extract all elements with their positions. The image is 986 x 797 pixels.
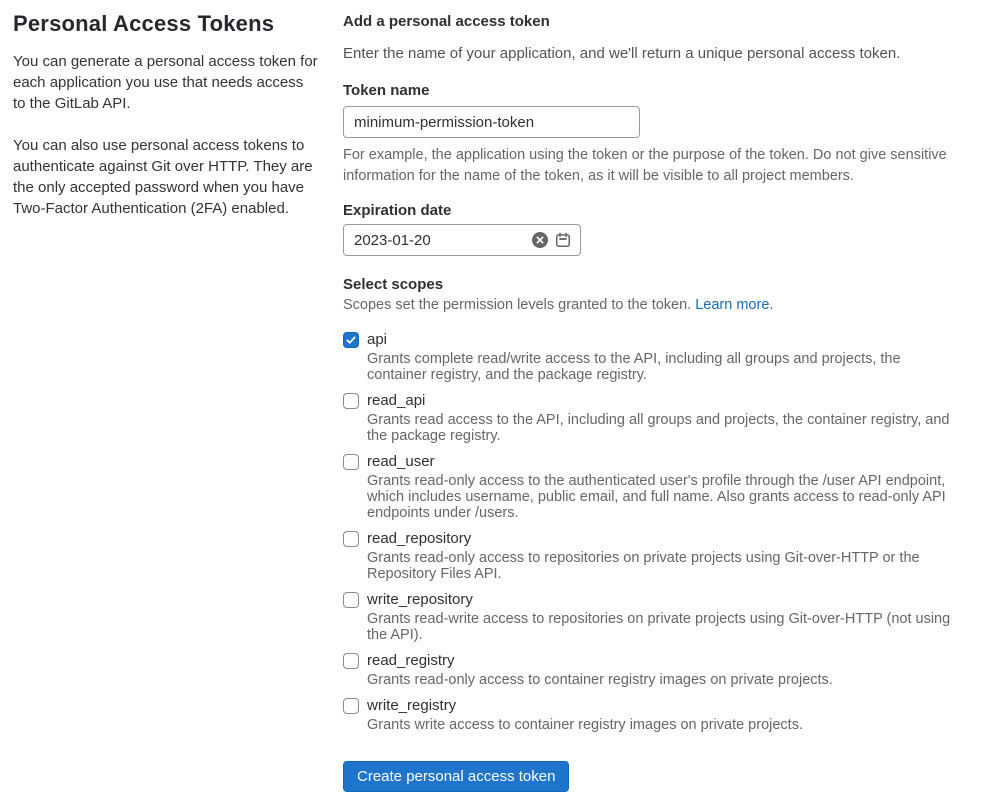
- scope-item-read-registry: [343, 651, 973, 688]
- scope-checkbox-read-registry[interactable]: [343, 653, 359, 669]
- scope-label-read-repository[interactable]: read_repository: [367, 530, 472, 547]
- form-subheading: Enter the name of your application, and we'll return a unique personal access token.: [343, 45, 901, 62]
- scope-item-api: [343, 330, 973, 383]
- scope-label-read-user[interactable]: read_user: [367, 453, 435, 470]
- scope-item-read-api: [343, 391, 973, 444]
- scope-description-read-registry: Grants read-only access to container registry images on private projects.: [367, 672, 833, 688]
- scopes-help-text: Scopes set the permission levels granted to the token.: [343, 297, 692, 313]
- page-description-1: You can generate a personal access token for each application you use that needs access to the GitLab API.: [13, 53, 318, 112]
- scope-checkbox-write-registry[interactable]: [343, 698, 359, 714]
- scope-description-write-registry: Grants write access to container registry images on private projects.: [367, 717, 803, 733]
- expiration-date-field: [343, 224, 581, 256]
- select-scopes-label: Select scopes: [343, 276, 444, 293]
- scope-description-api: Grants complete read/write access to the API, including all groups and projects, the container registry, and the package registry.: [367, 351, 901, 383]
- expiration-date-label: Expiration date: [343, 202, 452, 219]
- scope-item-read-repository: [343, 529, 973, 582]
- scope-checkbox-read-repository[interactable]: [343, 531, 359, 547]
- scope-description-write-repository: Grants read-write access to repositories on private projects using Git-over-HTTP (not using the API).: [367, 611, 951, 643]
- scope-item-write-repository: [343, 590, 973, 643]
- scope-checkbox-read-api[interactable]: [343, 393, 359, 409]
- token-name-help: For example, the application using the token or the purpose of the token. Do not give sensitive information for the name of the token, as it will be visible to all project members.: [343, 147, 947, 184]
- create-token-button[interactable]: Create personal access token: [343, 761, 569, 792]
- scope-description-read-user: Grants read-only access to the authenticated user's profile through the /user API endpoint, which includes username, public email, and full name. Also grants access to read-only API endpoints under /users.: [367, 473, 946, 521]
- scope-label-write-registry[interactable]: write_registry: [367, 697, 457, 714]
- scope-description-read-repository: Grants read-only access to repositories on private projects using Git-over-HTTP or the Repository Files API.: [367, 550, 920, 582]
- token-name-label: Token name: [343, 82, 430, 99]
- calendar-icon[interactable]: [555, 232, 571, 248]
- scopes-list: [343, 330, 973, 733]
- settings-description-column: [0, 10, 330, 792]
- scope-checkbox-api[interactable]: [343, 332, 359, 348]
- scope-label-read-registry[interactable]: read_registry: [367, 652, 455, 669]
- scope-checkbox-read-user[interactable]: [343, 454, 359, 470]
- scope-description-read-api: Grants read access to the API, including all groups and projects, the container registry, and the package registry.: [367, 412, 950, 444]
- check-icon: [345, 334, 357, 346]
- clear-date-icon[interactable]: [532, 232, 548, 248]
- learn-more-link[interactable]: Learn more.: [695, 297, 774, 313]
- scopes-help: [343, 295, 973, 316]
- form-heading: Add a personal access token: [343, 13, 550, 30]
- scope-checkbox-write-repository[interactable]: [343, 592, 359, 608]
- scope-label-read-api[interactable]: read_api: [367, 392, 426, 409]
- add-token-form: [330, 10, 973, 792]
- token-name-input[interactable]: [343, 106, 640, 138]
- scope-item-write-registry: [343, 696, 973, 733]
- scope-label-api[interactable]: api: [367, 331, 388, 348]
- scope-item-read-user: [343, 452, 973, 521]
- page-title: Personal Access Tokens: [13, 11, 275, 36]
- page-description-2: You can also use personal access tokens to authenticate against Git over HTTP. They are the only accepted password when you have Two-Factor Authentication (2FA) enabled.: [13, 137, 313, 217]
- scope-label-write-repository[interactable]: write_repository: [367, 591, 473, 608]
